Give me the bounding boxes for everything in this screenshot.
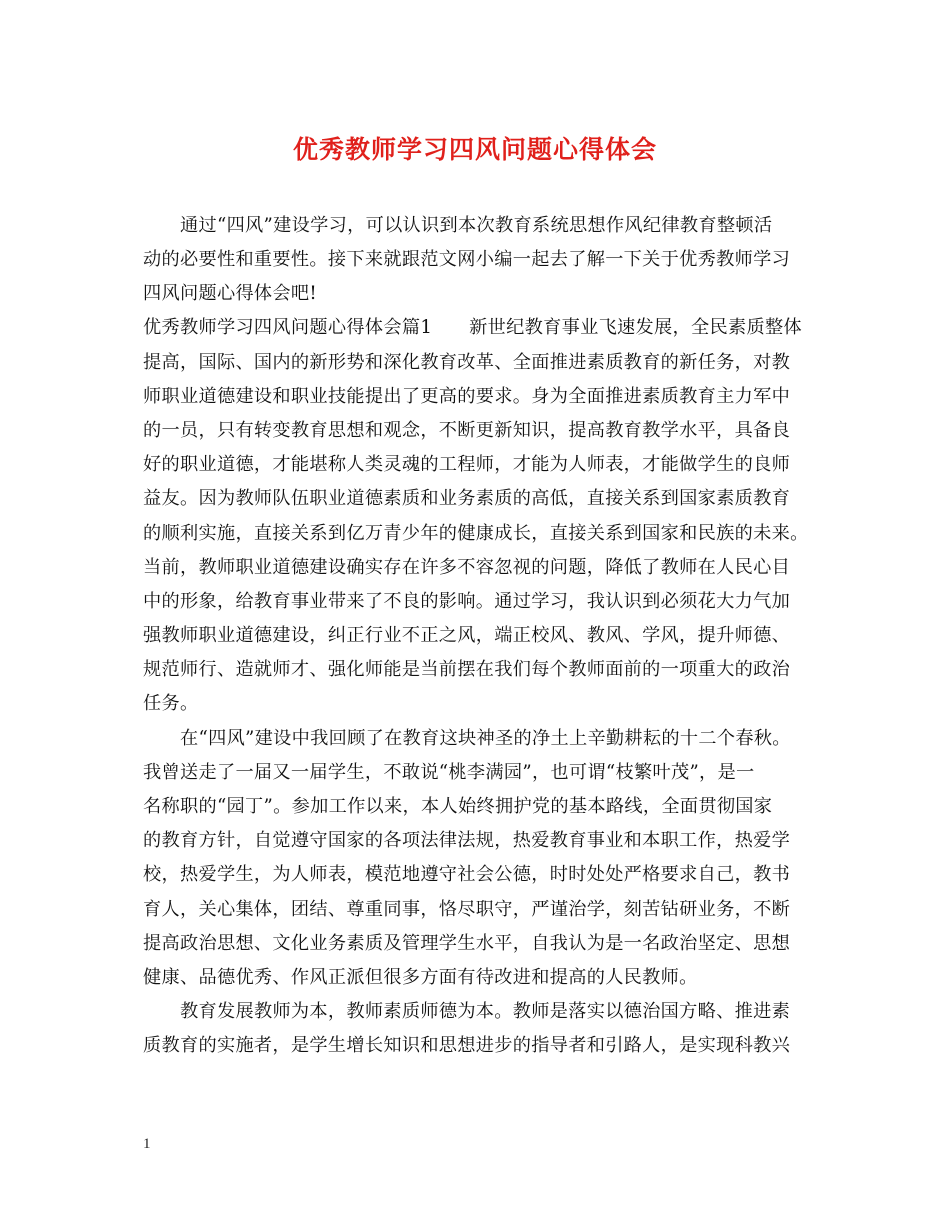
text-line: 规范师行、造就师才、强化师能是当前摆在我们每个教师面前的一项重大的政治 bbox=[143, 659, 791, 680]
text-line: 教育发展教师为本，教师素质师德为本。教师是落实以德治国方略、推进素 bbox=[180, 1001, 791, 1022]
text-line: 在“四风”建设中我回顾了在教育这块神圣的净土上辛勤耕耘的十二个春秋。 bbox=[180, 728, 791, 749]
text-line: 四风问题心得体会吧! bbox=[143, 283, 317, 304]
text-line: 的顺利实施，直接关系到亿万青少年的健康成长，直接关系到国家和民族的未来。 bbox=[143, 523, 809, 544]
text-line: 师职业道德建设和职业技能提出了更高的要求。身为全面推进素质教育主力军中 bbox=[143, 386, 791, 407]
document-title: 优秀教师学习四风问题心得体会 bbox=[292, 135, 657, 164]
text-line: 质教育的实施者，是学生增长知识和思想进步的指导者和引路人，是实现科教兴 bbox=[143, 1035, 791, 1056]
text-line: 强教师职业道德建设，纠正行业不正之风，端正校风、教风、学风，提升师德、 bbox=[143, 625, 791, 646]
text-line: 我曾送走了一届又一届学生，不敢说“桃李满园”，也可谓“枝繁叶茂”，是一 bbox=[143, 762, 755, 783]
text-line: 提高政治思想、文化业务素质及管理学生水平，自我认为是一名政治坚定、思想 bbox=[143, 933, 791, 954]
page-number: 1 bbox=[143, 1136, 151, 1152]
text-line: 校，热爱学生，为人师表，模范地遵守社会公德，时时处处严格要求自己，教书 bbox=[143, 864, 791, 885]
text-line: 的教育方针，自觉遵守国家的各项法律法规，热爱教育事业和本职工作，热爱学 bbox=[143, 830, 791, 851]
text-line: 的一员，只有转变教育思想和观念，不断更新知识，提高教育教学水平，具备良 bbox=[143, 420, 791, 441]
text-line: 提高，国际、国内的新形势和深化教育改革、全面推进素质教育的新任务，对教 bbox=[143, 352, 791, 373]
text-line: 优秀教师学习四风问题心得体会篇1 新世纪教育事业飞速发展，全民素质整体 bbox=[143, 317, 802, 338]
text-line: 中的形象，给教育事业带来了不良的影响。通过学习，我认识到必须花大力气加 bbox=[143, 591, 791, 612]
text-line: 育人，关心集体，团结、尊重同事，恪尽职守，严谨治学，刻苦钻研业务，不断 bbox=[143, 899, 791, 920]
text-line: 益友。因为教师队伍职业道德素质和业务素质的高低，直接关系到国家素质教育 bbox=[143, 488, 791, 509]
text-line: 当前，教师职业道德建设确实存在许多不容忽视的问题，降低了教师在人民心目 bbox=[143, 557, 791, 578]
text-line: 动的必要性和重要性。接下来就跟范文网小编一起去了解一下关于优秀教师学习 bbox=[143, 249, 791, 270]
text-line: 健康、品德优秀、作风正派但很多方面有待改进和提高的人民教师。 bbox=[143, 967, 698, 988]
text-line: 好的职业道德，才能堪称人类灵魂的工程师，才能为人师表，才能做学生的良师 bbox=[143, 454, 791, 475]
text-line: 名称职的“园丁”。参加工作以来，本人始终拥护党的基本路线，全面贯彻国家 bbox=[143, 796, 773, 817]
text-line: 任务。 bbox=[143, 693, 199, 714]
text-line: 通过“四风”建设学习，可以认识到本次教育系统思想作风纪律教育整顿活 bbox=[180, 215, 773, 236]
